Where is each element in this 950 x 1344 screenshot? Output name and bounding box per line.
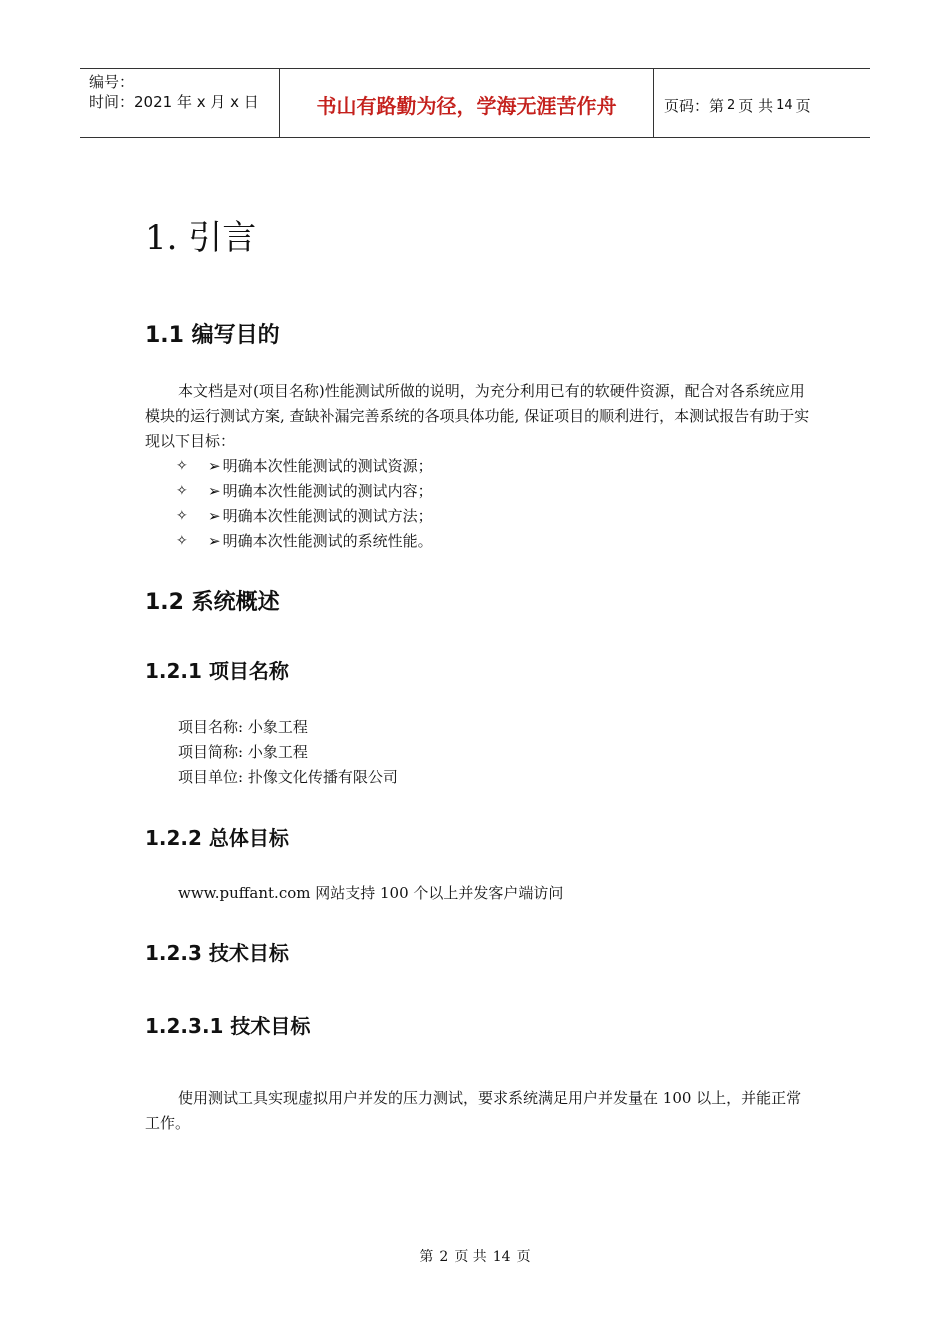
- arrow-bullet-icon: ➢: [208, 457, 221, 475]
- header-date: 时间：2021 年 x 月 x 日: [89, 93, 259, 111]
- list-item: [176, 529, 433, 554]
- footer-prefix: 第: [419, 1249, 434, 1265]
- diamond-bullet-icon: ✧: [176, 458, 188, 474]
- heading-technical-goal: 1.2.3 技术目标: [145, 941, 289, 965]
- heading-introduction: 1. 引言: [145, 218, 257, 258]
- project-unit-line: 项目单位: 扑像文化传播有限公司: [178, 768, 398, 786]
- list-item: [176, 479, 433, 504]
- page-header: [80, 68, 870, 138]
- arrow-bullet-icon: ➢: [208, 532, 221, 550]
- technical-goal-paragraph: 使用测试工具实现虚拟用户并发的压力测试，要求系统满足用户并发量在 100 以上，并能正常工作。: [145, 1089, 802, 1132]
- overall-goal-text: www.puffant.com 网站支持 100 个以上并发客户端访问: [178, 884, 564, 902]
- purpose-paragraph: 本文档是对(项目名称)性能测试所做的说明，为充分利用已有的软硬件资源，配合对各系统应用模块的运行测试方案, 查缺补漏完善系统的各项具体功能, 保证项目的顺利进行，本测试报告有助于实现以下目标：: [145, 382, 810, 450]
- heading-technical-goal-sub: 1.2.3.1 技术目标: [145, 1014, 311, 1038]
- heading-system-overview: 1.2 系统概述: [145, 590, 280, 615]
- list-item: [176, 504, 433, 529]
- footer-mid: 页 共: [454, 1249, 487, 1265]
- header-page-suffix: 页: [795, 96, 811, 115]
- diamond-bullet-icon: ✧: [176, 483, 188, 499]
- header-meta: [80, 69, 280, 137]
- header-code-label: 编号：: [89, 73, 135, 91]
- bullet-text: 明确本次性能测试的测试资源；: [222, 457, 433, 475]
- bullet-text: 明确本次性能测试的测试内容；: [222, 482, 433, 500]
- header-page-total: 14: [776, 97, 793, 113]
- header-page-prefix: 页码：第: [664, 96, 725, 115]
- list-item: [176, 454, 433, 479]
- page-footer: [0, 1246, 950, 1266]
- diamond-bullet-icon: ✧: [176, 533, 188, 549]
- header-page-mid: 页 共: [738, 96, 774, 115]
- bullet-text: 明确本次性能测试的系统性能。: [222, 532, 433, 550]
- header-page-current: 2: [727, 97, 736, 113]
- bullet-text: 明确本次性能测试的测试方法；: [222, 507, 433, 525]
- footer-total: 14: [492, 1249, 511, 1265]
- diamond-bullet-icon: ✧: [176, 508, 188, 524]
- heading-purpose: 1.1 编写目的: [145, 323, 280, 348]
- header-page-number: [654, 69, 870, 137]
- arrow-bullet-icon: ➢: [208, 507, 221, 525]
- arrow-bullet-icon: ➢: [208, 482, 221, 500]
- footer-current: 2: [439, 1249, 449, 1265]
- project-short-line: 项目简称: 小象工程: [178, 743, 308, 761]
- header-motto: 书山有路勤为径，学海无涯苦作舟: [280, 69, 654, 137]
- heading-project-name: 1.2.1 项目名称: [145, 659, 289, 683]
- project-name-line: 项目名称: 小象工程: [178, 718, 308, 736]
- heading-overall-goal: 1.2.2 总体目标: [145, 826, 289, 850]
- footer-suffix: 页: [516, 1249, 531, 1265]
